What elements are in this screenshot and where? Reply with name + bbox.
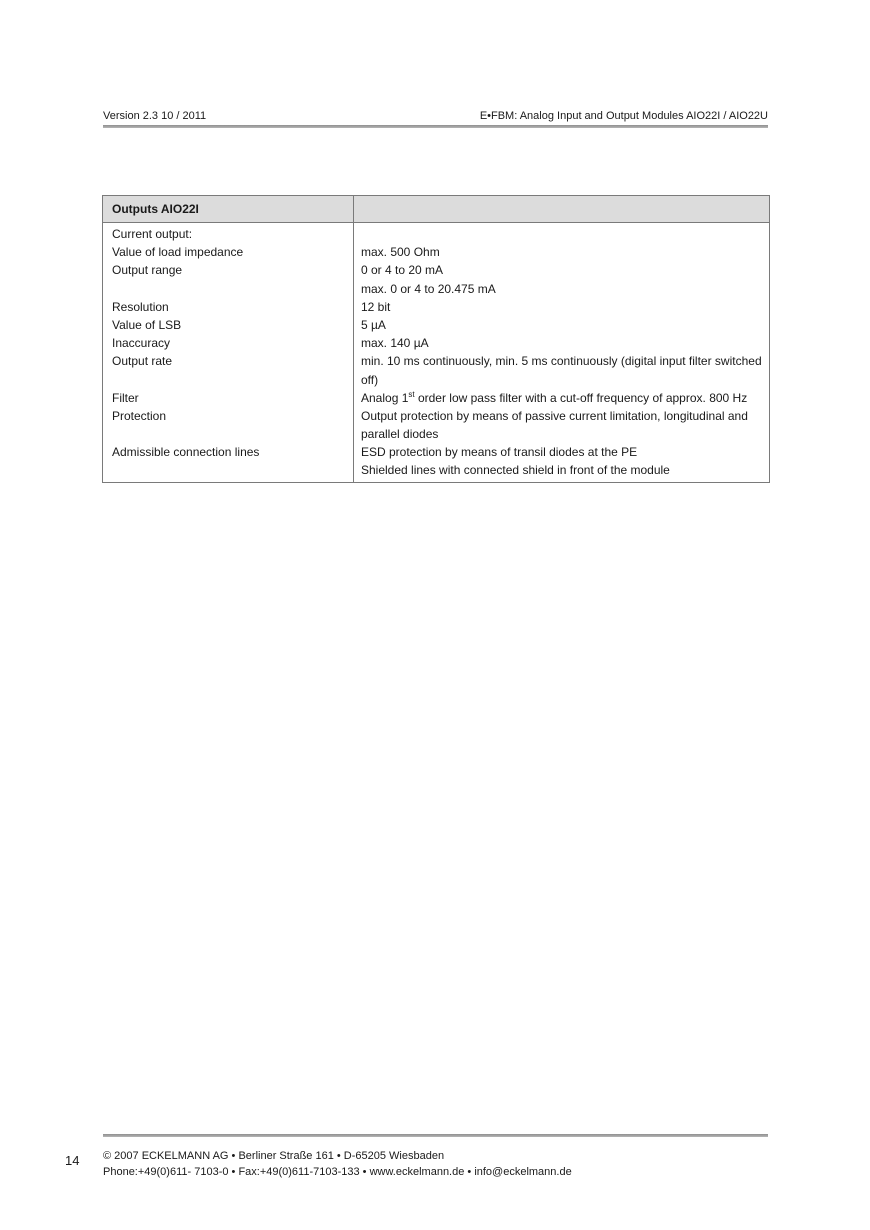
table-body bbox=[103, 223, 769, 482]
row-value: parallel diodes bbox=[361, 427, 439, 442]
table-row bbox=[103, 261, 769, 279]
row-value: Shielded lines with connected shield in front of the module bbox=[361, 463, 670, 478]
table-row bbox=[103, 298, 769, 316]
row-label: Output rate bbox=[112, 354, 173, 369]
filter-value-superscript: st bbox=[408, 389, 415, 399]
row-value: ESD protection by means of transil diodes at the PE bbox=[361, 445, 638, 460]
row-value: max. 140 µA bbox=[361, 336, 429, 351]
table-row bbox=[103, 425, 769, 443]
row-value bbox=[353, 389, 769, 407]
table-row bbox=[103, 371, 769, 389]
table-row bbox=[103, 280, 769, 298]
footer-contact-line: Phone:+49(0)611- 7103-0 • Fax:+49(0)611-7103-133 • www.eckelmann.de • info@eckelmann.de bbox=[103, 1166, 572, 1178]
row-value: Output protection by means of passive current limitation, longitudinal and bbox=[361, 408, 748, 423]
page-number: 14 bbox=[65, 1153, 80, 1168]
page-header bbox=[103, 109, 768, 123]
table-row bbox=[103, 352, 769, 370]
outputs-spec-table bbox=[102, 195, 770, 483]
footer-text bbox=[103, 1148, 572, 1180]
table-column-divider bbox=[353, 196, 354, 482]
row-value: max. 0 or 4 to 20.475 mA bbox=[361, 281, 496, 296]
table-row bbox=[103, 225, 769, 243]
row-value: max. 500 Ohm bbox=[361, 245, 440, 260]
row-label: Value of LSB bbox=[112, 317, 182, 332]
row-label bbox=[103, 280, 353, 298]
table-row bbox=[103, 316, 769, 334]
row-value: 12 bit bbox=[361, 299, 391, 314]
row-label: Current output: bbox=[112, 227, 193, 241]
row-label: Protection bbox=[112, 408, 167, 423]
header-divider-rule bbox=[103, 125, 768, 128]
row-label bbox=[103, 461, 353, 479]
table-row bbox=[103, 461, 769, 479]
header-version-text: Version 2.3 10 / 2011 bbox=[103, 110, 207, 122]
table-title: Outputs AIO22I bbox=[112, 202, 199, 216]
row-label: Value of load impedance bbox=[112, 245, 244, 260]
row-label: Output range bbox=[112, 263, 183, 278]
table-row-filter bbox=[103, 389, 769, 407]
row-label: Admissible connection lines bbox=[112, 445, 260, 460]
table-row bbox=[103, 334, 769, 352]
table-row bbox=[103, 407, 769, 425]
footer-address-line: © 2007 ECKELMANN AG • Berliner Straße 161 • D-65205 Wiesbaden bbox=[103, 1150, 445, 1162]
header-document-title: E•FBM: Analog Input and Output Modules AIO22I / AIO22U bbox=[479, 110, 768, 122]
filter-value-rest: order low pass filter with a cut-off frequency of approx. 800 Hz bbox=[414, 390, 748, 405]
row-label: Resolution bbox=[112, 299, 169, 314]
footer-divider-rule bbox=[103, 1134, 768, 1137]
row-label bbox=[103, 425, 353, 443]
row-value: 0 or 4 to 20 mA bbox=[361, 263, 444, 278]
table-row bbox=[103, 443, 769, 461]
row-value: min. 10 ms continuously, min. 5 ms continuously (digital input filter switched bbox=[361, 354, 762, 369]
row-label bbox=[103, 371, 353, 389]
table-header-row bbox=[103, 196, 769, 223]
filter-value-prefix: Analog 1 bbox=[361, 390, 409, 405]
table-row bbox=[103, 243, 769, 261]
row-value: 5 µA bbox=[361, 317, 386, 332]
row-label: Filter bbox=[112, 390, 139, 405]
row-label: Inaccuracy bbox=[112, 336, 171, 351]
row-value bbox=[353, 225, 769, 243]
row-value: off) bbox=[361, 372, 379, 387]
